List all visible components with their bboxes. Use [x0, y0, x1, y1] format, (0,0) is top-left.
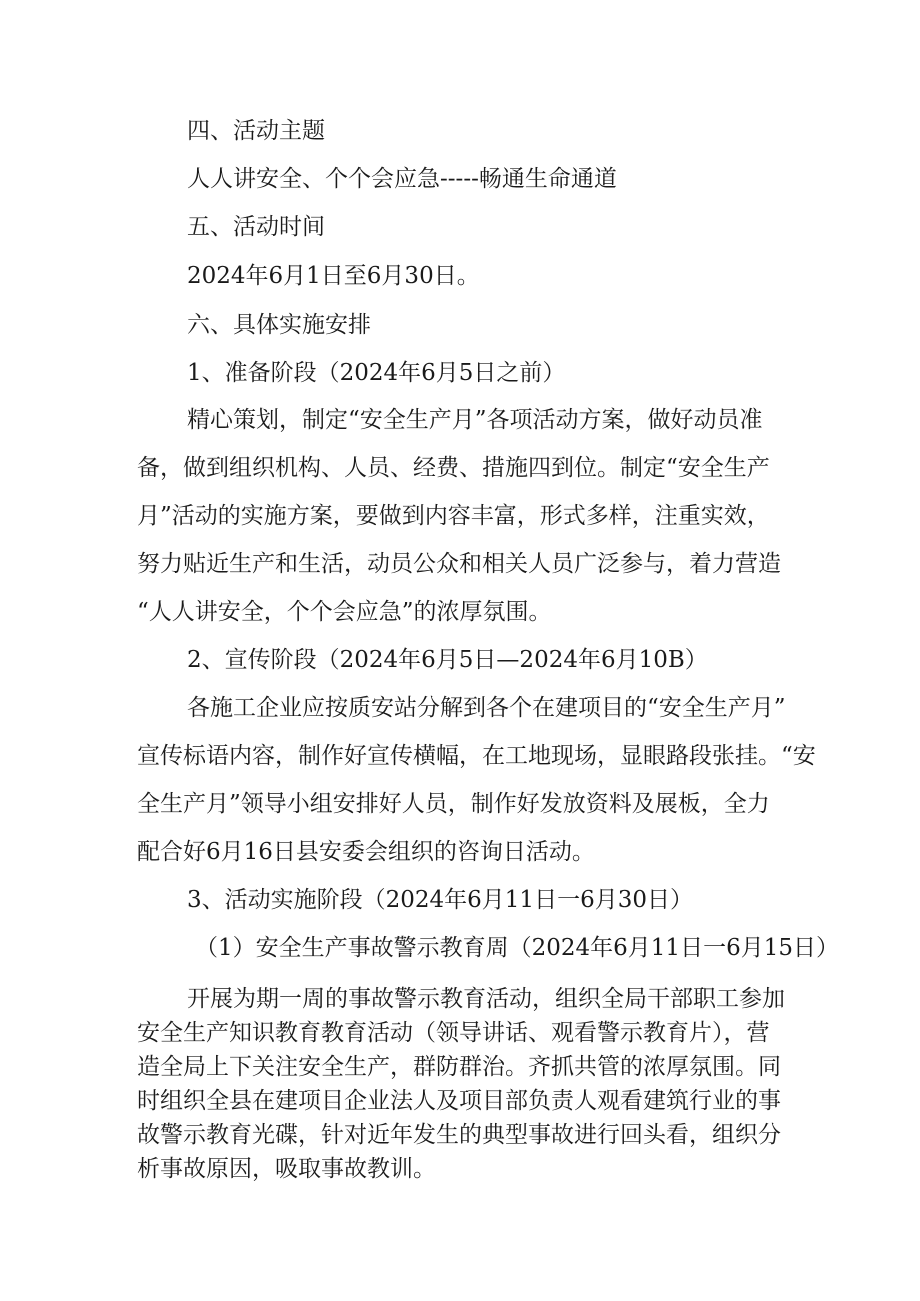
section-4-body: 人人讲安全、个个会应急-----畅通生命通道: [187, 166, 617, 192]
week-1-line: 时组织全县在建项目企业法人及项目部负责人观看建筑行业的事: [137, 1088, 781, 1114]
section-6-heading: 六、具体实施安排: [187, 312, 371, 338]
stage-2-heading: 2、宣传阶段（2024年6月5日—2024年6月10B）: [187, 647, 708, 673]
section-5-heading: 五、活动时间: [187, 214, 325, 240]
week-1-line: 安全生产知识教育教育活动（领导讲话、观看警示教育片），营: [137, 1020, 770, 1046]
week-1-line: 故警示教育光碟，针对近年发生的典型事故进行回头看，组织分: [137, 1122, 781, 1148]
stage-2-line: 配合好6月16日县安委会组织的咨询日活动。: [137, 839, 595, 865]
stage-3-heading: 3、活动实施阶段（2024年6月11日一6月30日）: [187, 887, 693, 913]
section-4-heading: 四、活动主题: [187, 118, 325, 144]
week-1-line: 开展为期一周的事故警示教育活动，组织全局干部职工参加: [187, 986, 785, 1012]
stage-2-line: 宣传标语内容，制作好宣传横幅，在工地现场，显眼路段张挂。“安: [137, 743, 816, 769]
stage-2-line: 全生产月”领导小组安排好人员，制作好发放资料及展板，全力: [137, 791, 770, 817]
stage-1-line: 备，做到组织机构、人员、经费、措施四到位。制定“安全生产: [137, 455, 770, 481]
week-1-line: 析事故原因，吸取事故教训。: [137, 1156, 436, 1182]
stage-1-line: 月”活动的实施方案，要做到内容丰富，形式多样，注重实效，: [137, 503, 770, 529]
stage-1-line: 努力贴近生产和生活，动员公众和相关人员广泛参与，着力营造: [137, 551, 781, 577]
section-5-body: 2024年6月1日至6月30日。: [187, 263, 480, 289]
stage-1-line: 精心策划，制定“安全生产月”各项活动方案，做好动员准: [187, 407, 763, 433]
week-1-heading: （1）安全生产事故警示教育周（2024年6月11日一6月15日）: [195, 935, 839, 961]
stage-1-heading: 1、准备阶段（2024年6月5日之前）: [187, 360, 566, 386]
week-1-line: 造全局上下关注安全生产，群防群治。齐抓共管的浓厚氛围。同: [137, 1054, 781, 1080]
stage-1-line: “人人讲安全，个个会应急”的浓厚氛围。: [137, 599, 552, 625]
stage-2-line: 各施工企业应按质安站分解到各个在建项目的“安全生产月”: [187, 695, 786, 721]
